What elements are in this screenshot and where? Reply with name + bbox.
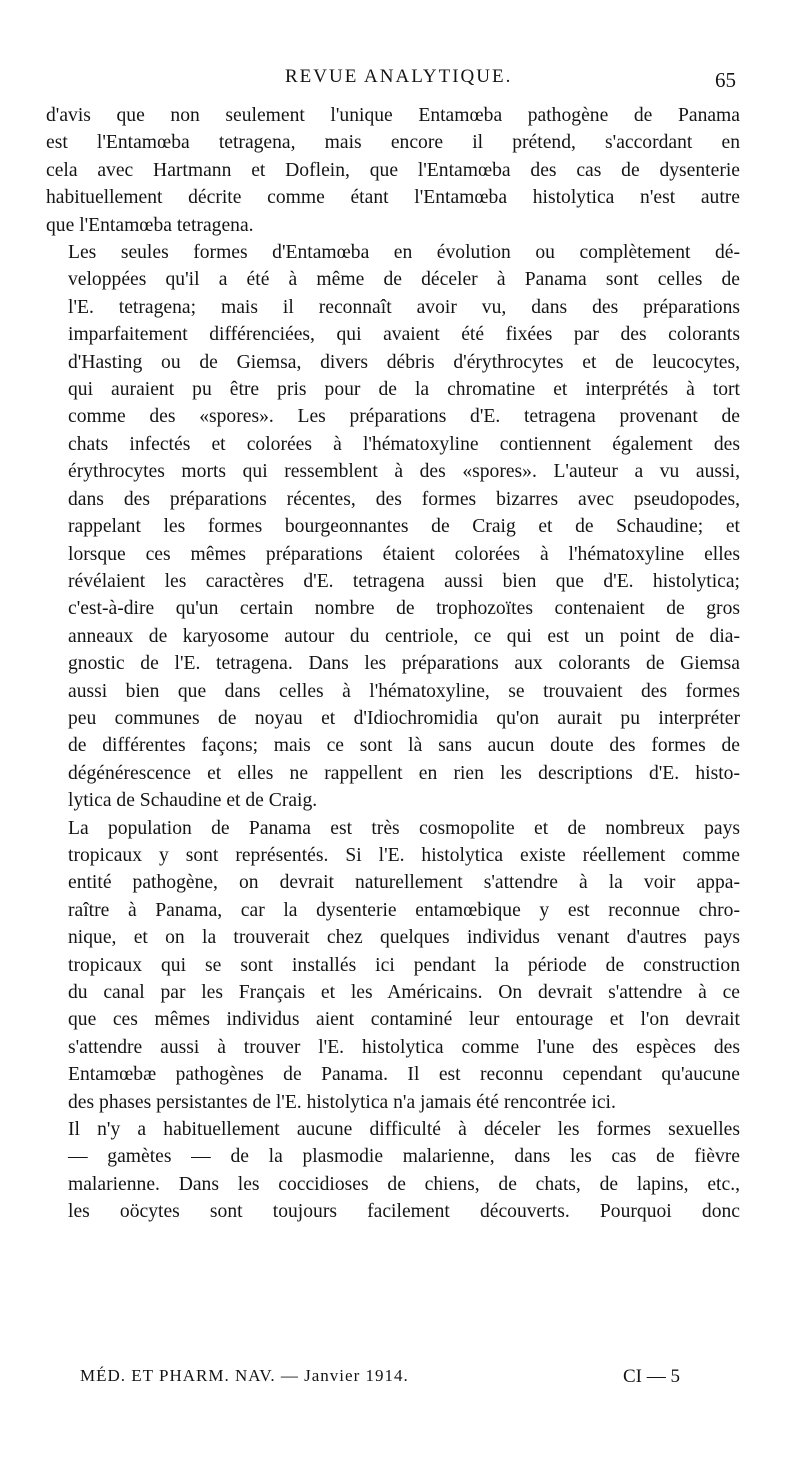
text-line: raître à Panama, car la dysenterie entamœbique y est reconnue chro- <box>68 899 740 921</box>
paragraph-1 <box>46 102 740 239</box>
text-line: c'est-à-dire qu'un certain nombre de trophozoïtes contenaient de gros <box>68 598 740 620</box>
text-line: tropicaux y sont représentés. Si l'E. histolytica existe réellement comme <box>68 844 740 866</box>
text-line: chats infectés et colorées à l'hématoxyline contiennent également des <box>68 433 740 455</box>
text-line: dégénérescence et elles ne rappellent en rien les descriptions d'E. histo- <box>68 762 740 784</box>
text-line: cela avec Hartmann et Doflein, que l'Entamœba des cas de dysenterie <box>46 159 740 181</box>
text-line: nique, et on la trouverait chez quelques individus venant d'autres pays <box>68 927 740 949</box>
text-line: peu communes de noyau et d'Idiochromidia qu'on aurait pu interpréter <box>68 707 740 729</box>
text-line: des phases persistantes de l'E. histolytica n'a jamais été rencontrée ici. <box>68 1091 616 1113</box>
running-head <box>0 66 800 96</box>
text-line: que l'Entamœba tetragena. <box>46 214 254 236</box>
text-line: malarienne. Dans les coccidioses de chiens, de chats, de lapins, etc., <box>68 1173 740 1195</box>
text-line: entité pathogène, on devrait naturellement s'attendre à la voir appa- <box>68 872 740 894</box>
text-line: La population de Panama est très cosmopolite et de nombreux pays <box>68 817 740 839</box>
text-line: Entamœbæ pathogènes de Panama. Il est reconnu cependant qu'aucune <box>68 1064 740 1086</box>
journal-footnote: MÉD. ET PHARM. NAV. — Janvier 1914. <box>80 1366 409 1385</box>
text-line: comme des «spores». Les préparations d'E. tetragena provenant de <box>68 406 740 428</box>
text-line: que ces mêmes individus aient contaminé leur entourage et l'on devrait <box>68 1009 740 1031</box>
text-line: habituellement décrite comme étant l'Entamœba histolytica n'est autre <box>46 187 740 209</box>
text-line: d'avis que non seulement l'unique Entamœba pathogène de Panama <box>46 105 740 126</box>
text-line: imparfaitement différenciées, qui avaient été fixées par des colorants <box>68 324 740 346</box>
paragraph-3 <box>46 815 740 1116</box>
running-title: REVUE ANALYTIQUE. <box>285 66 513 87</box>
text-line: de différentes façons; mais ce sont là sans aucun doute des formes de <box>68 735 740 757</box>
text-line: dans des préparations récentes, des formes bizarres avec pseudopodes, <box>68 488 740 510</box>
text-line: qui auraient pu être pris pour de la chromatine et interprétés à tort <box>68 379 740 401</box>
text-line: — gamètes — de la plasmodie malarienne, dans les cas de fièvre <box>68 1146 740 1168</box>
page-number: 65 <box>715 68 736 92</box>
text-line: rappelant les formes bourgeonnantes de Craig et de Schaudine; et <box>68 516 740 538</box>
paragraph-4 <box>46 1116 740 1226</box>
text-line: du canal par les Français et les Américains. On devrait s'attendre à ce <box>68 982 740 1003</box>
text-line: les oöcytes sont toujours facilement découverts. Pourquoi donc <box>68 1201 740 1223</box>
text-line: érythrocytes morts qui ressemblent à des «spores». L'auteur a vu aussi, <box>68 461 740 483</box>
text-line: lorsque ces mêmes préparations étaient colorées à l'hématoxyline elles <box>68 543 740 565</box>
text-line: d'Hasting ou de Giemsa, divers débris d'érythrocytes et de leucocytes, <box>68 351 740 373</box>
text-line: anneaux de karyosome autour du centriole, ce qui est un point de dia- <box>68 625 740 647</box>
text-line: est l'Entamœba tetragena, mais encore il prétend, s'accordant en <box>46 132 740 154</box>
body-text <box>46 102 740 1226</box>
text-line: gnostic de l'E. tetragena. Dans les préparations aux colorants de Giemsa <box>68 653 740 675</box>
text-line: lytica de Schaudine et de Craig. <box>68 790 318 812</box>
text-line: s'attendre aussi à trouver l'E. histolytica comme l'une des espèces des <box>68 1036 740 1058</box>
text-line: veloppées qu'il a été à même de déceler à Panama sont celles de <box>68 269 740 291</box>
page-footer <box>0 1366 800 1396</box>
text-line: aussi bien que dans celles à l'hématoxyline, se trouvaient des formes <box>68 680 740 702</box>
paragraph-2 <box>46 239 740 815</box>
text-line: révélaient les caractères d'E. tetragena aussi bien que d'E. histolytica; <box>68 570 740 592</box>
text-line: Les seules formes d'Entamœba en évolution ou complètement dé- <box>68 242 740 264</box>
text-line: l'E. tetragena; mais il reconnaît avoir vu, dans des préparations <box>68 296 740 318</box>
signature-mark: CI — 5 <box>623 1366 680 1387</box>
text-line: tropicaux qui se sont installés ici pendant la période de construction <box>68 954 740 976</box>
text-line: Il n'y a habituellement aucune difficulté à déceler les formes sexuelles <box>68 1119 740 1141</box>
